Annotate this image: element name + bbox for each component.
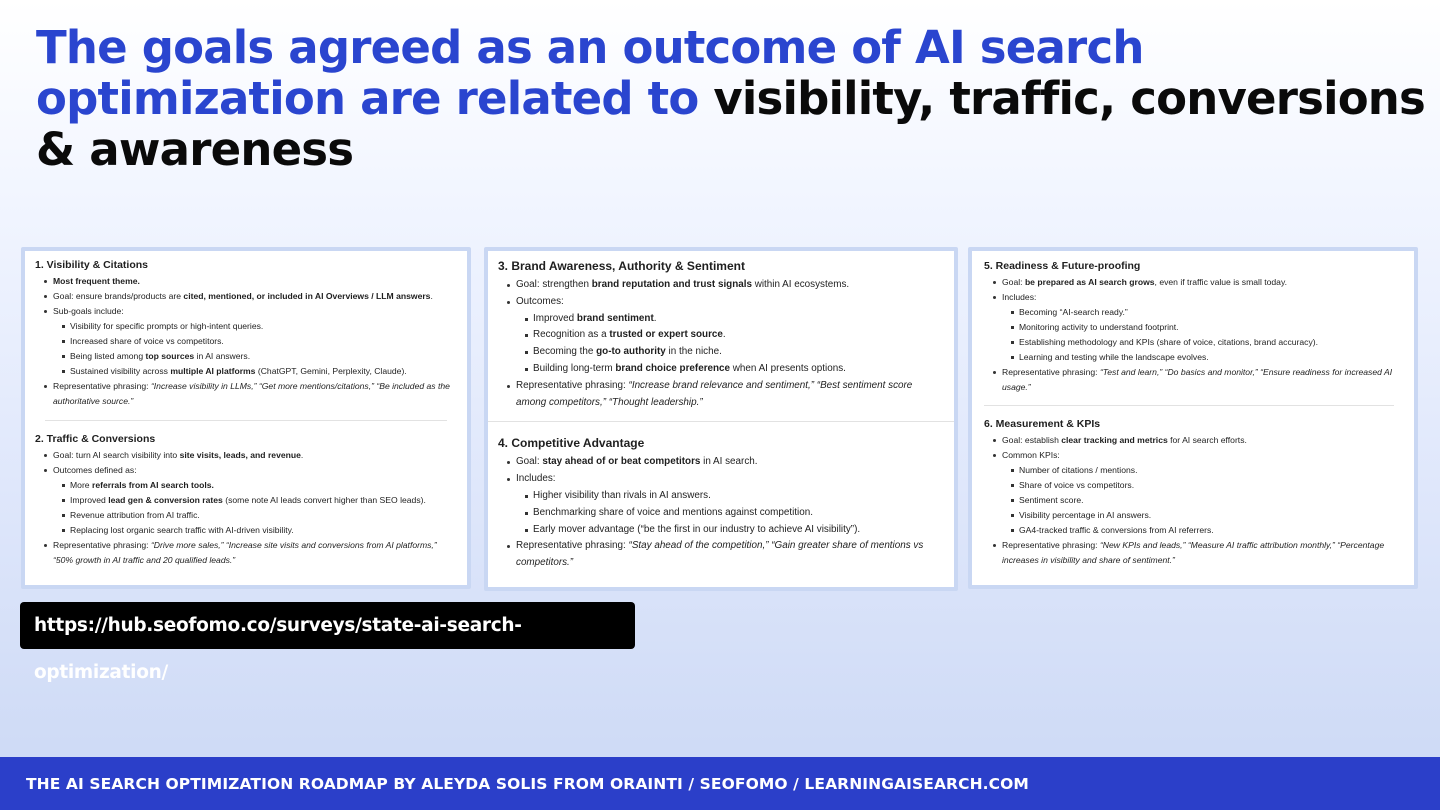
list-item: Increased share of voice vs competitors. [53,334,457,349]
list-item: Goal: turn AI search visibility into site visits, leads, and revenue. [35,448,457,463]
list-item: Representative phrasing: “Stay ahead of the competition,” “Gain greater share of mentions vs competitors.” [498,538,944,572]
list-item: Benchmarking share of voice and mentions against competition. [516,505,944,522]
list-item: Learning and testing while the landscape evolves. [1002,350,1404,365]
list-item: Sustained visibility across multiple AI platforms (ChatGPT, Gemini, Perplexity, Claude). [53,364,457,379]
list-item: GA4-tracked traffic & conversions from AI referrers. [1002,523,1404,538]
slide-title [36,22,1426,175]
list-item: Outcomes: Improved brand sentiment. Recognition as a trusted or expert source. Becoming the go-to authority in the niche. Building long-term brand choice preference when AI presents options. [498,294,944,378]
section-title: 3. Brand Awareness, Authority & Sentiment [498,259,745,273]
list-item: Includes: Becoming “AI-search ready.” Monitoring activity to understand footprint. Establishing methodology and KPIs (share of voice, citations, brand accuracy). Learning and testing while the landscape evolves. [984,290,1404,365]
list-item: Monitoring activity to understand footprint. [1002,320,1404,335]
section-divider [488,421,954,422]
list-item: Goal: establish clear tracking and metrics for AI search efforts. [984,433,1404,448]
list-item: Improved brand sentiment. [516,311,944,328]
list-item: Goal: be prepared as AI search grows, even if traffic value is small today. [984,275,1404,290]
list-item: Recognition as a trusted or expert source. [516,327,944,344]
list-item: Becoming the go-to authority in the niche. [516,344,944,361]
goals-panel-right [968,247,1418,589]
list-item: Building long-term brand choice preference when AI presents options. [516,361,944,378]
section-measurement-kpis [984,418,1404,568]
section-traffic-conversions [35,433,457,568]
list-item: Becoming “AI-search ready.” [1002,305,1404,320]
list-item: Improved lead gen & conversion rates (some note AI leads convert higher than SEO leads). [53,493,457,508]
section-title: 2. Traffic & Conversions [35,433,156,445]
list-item: Number of citations / mentions. [1002,463,1404,478]
section-title: 1. Visibility & Citations [35,259,148,271]
list-item: More referrals from AI search tools. [53,478,457,493]
section-title: 6. Measurement & KPIs [984,418,1101,430]
section-divider [984,405,1394,406]
list-item: Goal: ensure brands/products are cited, mentioned, or included in AI Overviews / LLM answers. [35,289,457,304]
list-item: Visibility for specific prompts or high-intent queries. [53,319,457,334]
footer-text: THE AI SEARCH OPTIMIZATION ROADMAP BY ALEYDA SOLIS FROM ORAINTI / SEOFOMO / LEARNINGAISEARCH.COM [26,775,1029,793]
footer-bar [0,757,1440,810]
list-item: Revenue attribution from AI traffic. [53,508,457,523]
section-title: 4. Competitive Advantage [498,436,645,451]
section-divider [45,420,447,421]
section-readiness [984,260,1404,395]
list-item: Sentiment score. [1002,493,1404,508]
section-competitive-advantage [498,436,944,572]
title-black-part: visibility, traffic, conversions & awareness [36,72,1426,176]
goals-panel-middle [484,247,958,591]
list-item: Goal: strengthen brand reputation and trust signals within AI ecosystems. [498,277,944,294]
section-visibility-citations [35,259,457,409]
list-item: Representative phrasing: “Drive more sales,” “Increase site visits and conversions from AI platforms,” “50% growth in AI traffic and 20 qualified leads.” [35,538,457,568]
list-item: Being listed among top sources in AI answers. [53,349,457,364]
title-blue-part: The goals agreed as an outcome of AI search optimization are related to [36,21,1144,125]
list-item: Representative phrasing: “New KPIs and leads,” “Measure AI traffic attribution monthly,” “Percentage increases in visibility and share of sentiment.” [984,538,1404,568]
section-brand-awareness [498,259,944,411]
list-item: Goal: stay ahead of or beat competitors in AI search. [498,454,944,471]
list-item: Common KPIs: Number of citations / mentions. Share of voice vs competitors. Sentiment score. Visibility percentage in AI answers. GA4-tracked traffic & conversions from AI referrers. [984,448,1404,538]
list-item: Includes: Higher visibility than rivals in AI answers. Benchmarking share of voice and mentions against competition. Early mover advantage (“be the first in our industry to achieve AI visibility”). [498,471,944,538]
list-item: Higher visibility than rivals in AI answers. [516,488,944,505]
list-item: Outcomes defined as: More referrals from AI search tools. Improved lead gen & conversion rates (some note AI leads convert higher than SEO leads). Revenue attribution from AI traffic. Replacing lost organic search traffic with AI-driven visibility. [35,463,457,538]
list-item: Establishing methodology and KPIs (share of voice, citations, brand accuracy). [1002,335,1404,350]
list-item: Most frequent theme. [35,274,457,289]
list-item: Replacing lost organic search traffic with AI-driven visibility. [53,523,457,538]
list-item: Sub-goals include: Visibility for specific prompts or high-intent queries. Increased share of voice vs competitors. Being listed among top sources in AI answers. Sustained visibility across multiple AI platforms (ChatGPT, Gemini, Perplexity, Claude). [35,304,457,379]
list-item: Visibility percentage in AI answers. [1002,508,1404,523]
list-item: Share of voice vs competitors. [1002,478,1404,493]
list-item: Early mover advantage (“be the first in our industry to achieve AI visibility”). [516,522,944,539]
list-item: Representative phrasing: “Test and learn,” “Do basics and monitor,” “Ensure readiness for increased AI usage.” [984,365,1404,395]
source-url-link[interactable]: https://hub.seofomo.co/surveys/state-ai-search-optimization/ [20,602,635,649]
list-item: Representative phrasing: “Increase brand relevance and sentiment,” “Best sentiment score among competitors,” “Thought leadership.” [498,378,944,412]
goals-panel-left [21,247,471,589]
section-title: 5. Readiness & Future-proofing [984,260,1141,272]
list-item: Representative phrasing: “Increase visibility in LLMs,” “Get more mentions/citations,” “Be included as the authoritative source.” [35,379,457,409]
